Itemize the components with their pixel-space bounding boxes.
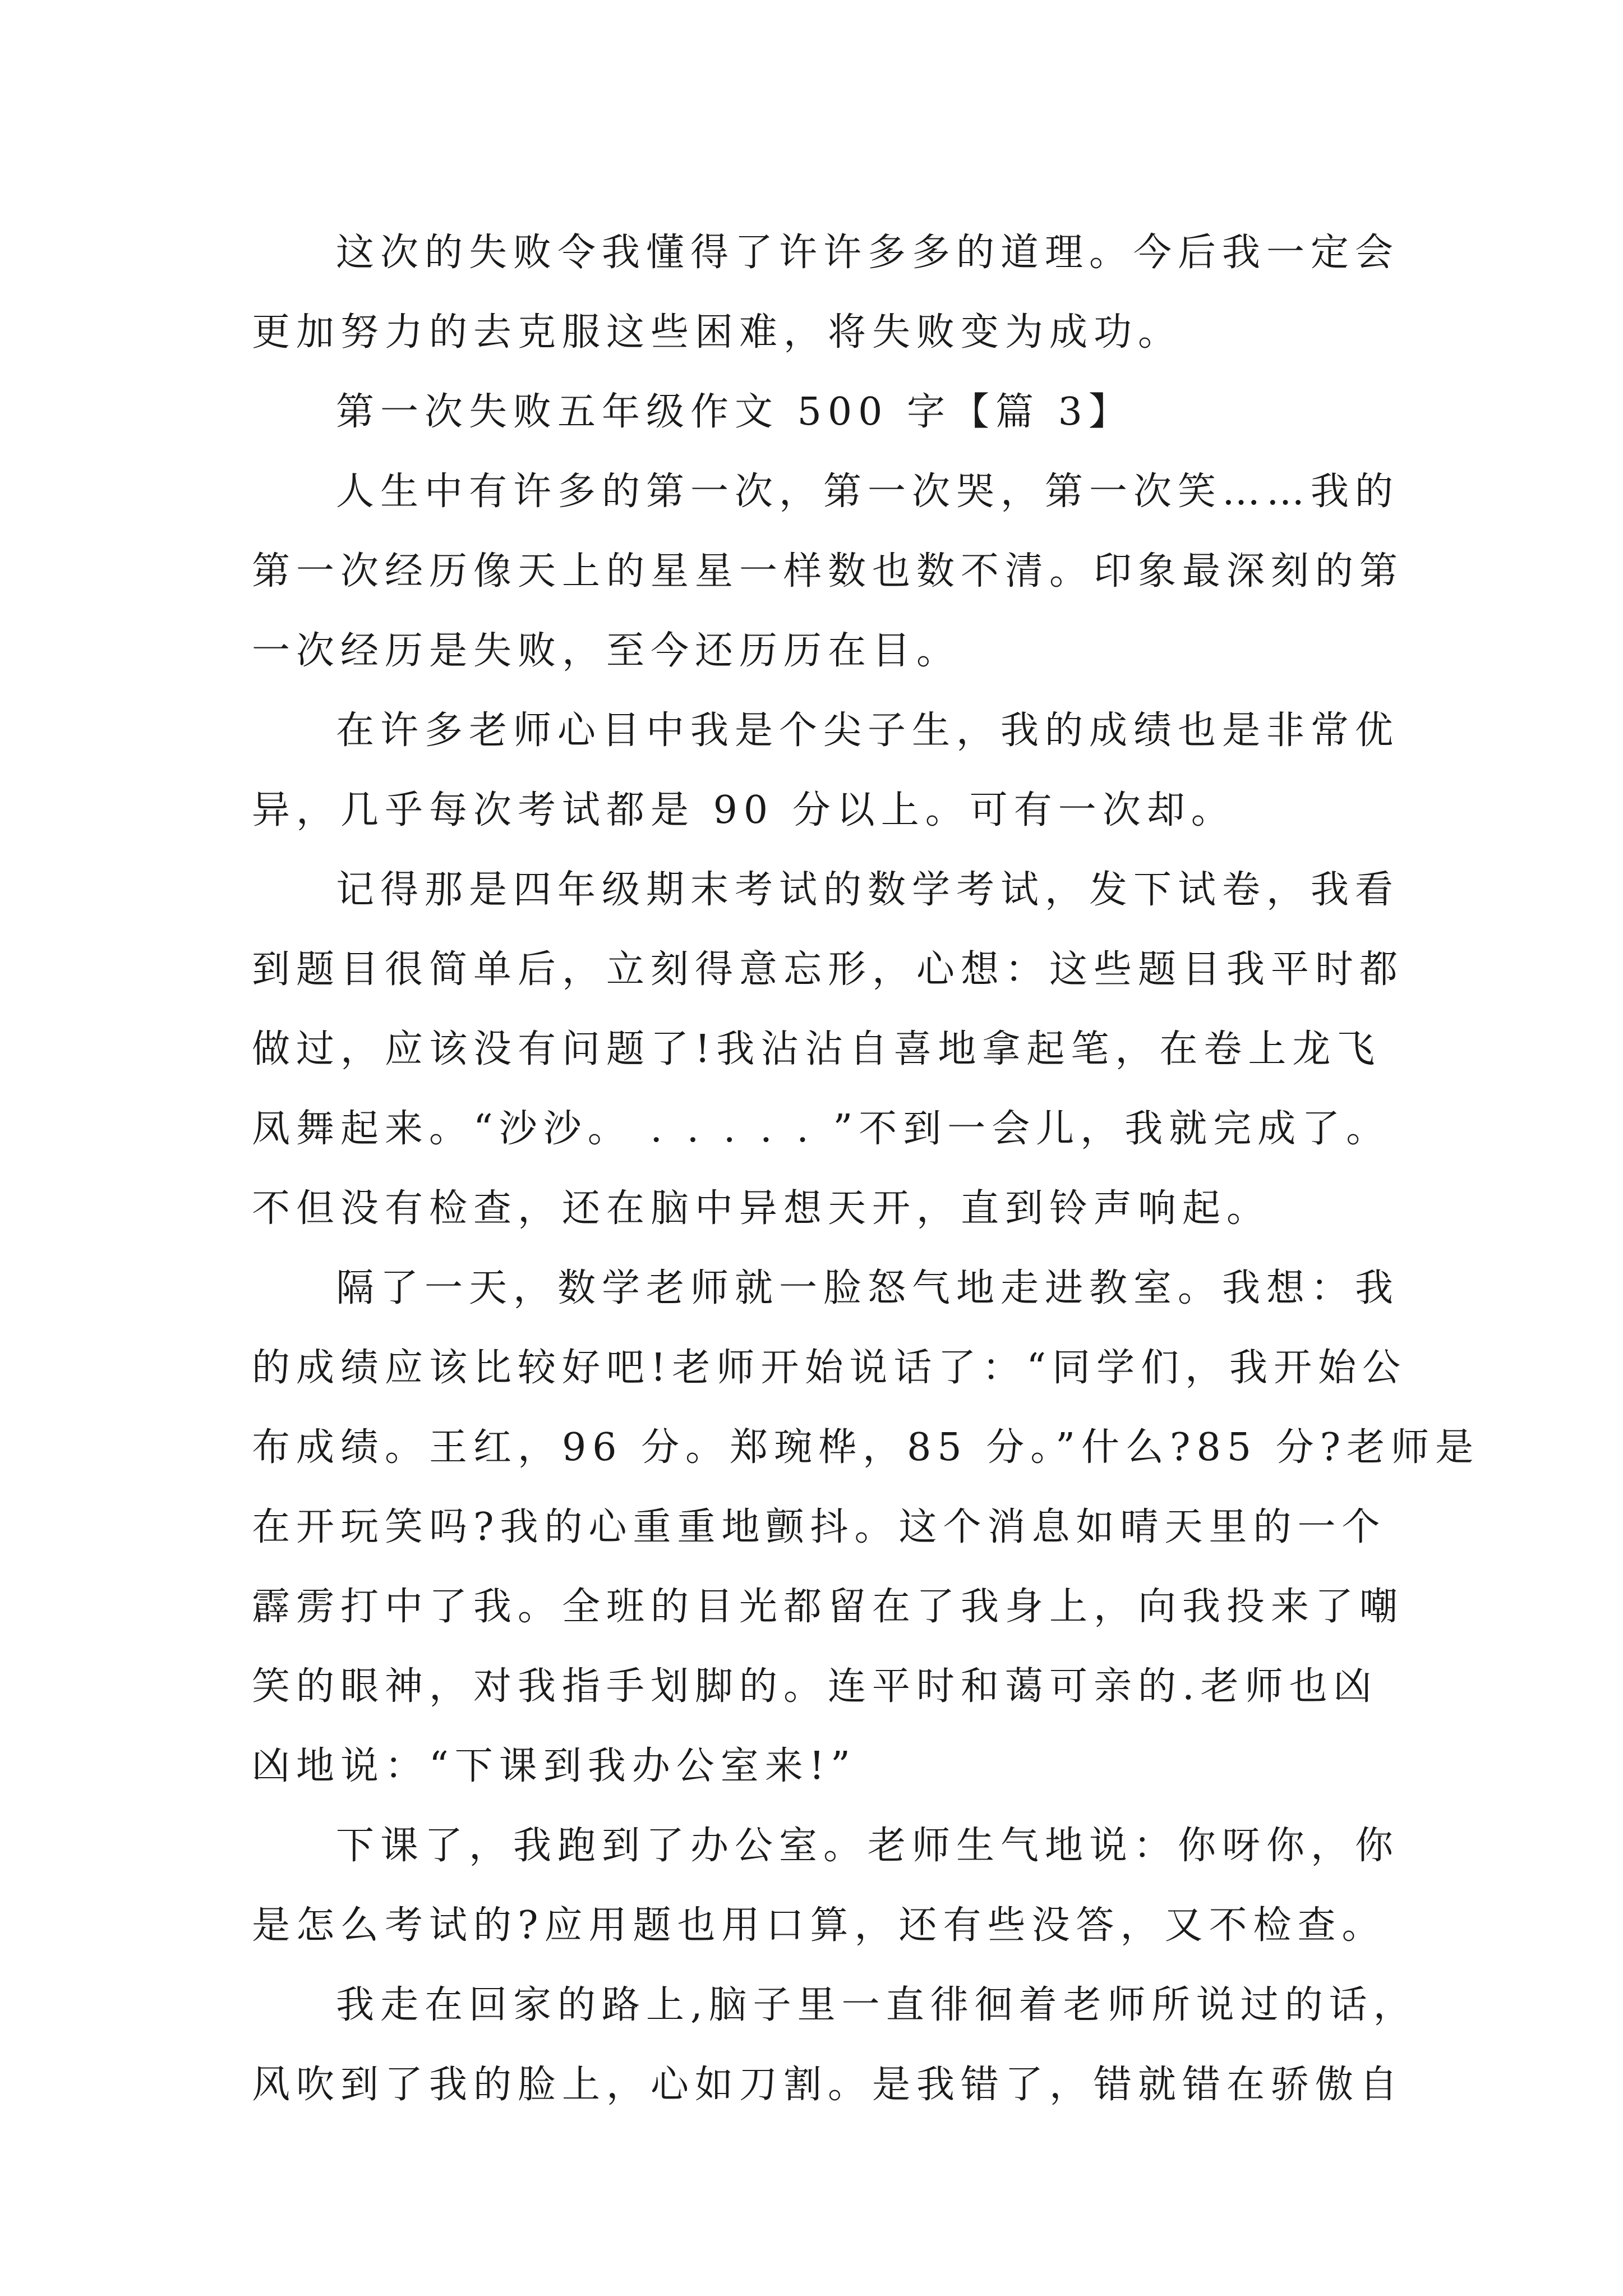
text-line: 更加努力的去克服这些困难，将失败变为成功。 — [252, 310, 1183, 355]
text-line: 人生中有许多的第一次，第一次哭，第一次笑……我的 — [336, 470, 1400, 514]
text-line: 第一次经历像天上的星星一样数也数不清。印象最深刻的第 — [252, 549, 1404, 593]
essay-body — [252, 213, 1480, 2125]
text-line: 到题目很简单后，立刻得意忘形，心想：这些题目我平时都 — [252, 947, 1404, 992]
text-line: 异，几乎每次考试都是 90 分以上。可有一次却。 — [252, 788, 1235, 832]
text-line: 下课了，我跑到了办公室。老师生气地说：你呀你，你 — [336, 1824, 1400, 1868]
text-line: 凤舞起来。“沙沙。 . . . . . ”不到一会儿，我就完成了。 — [252, 1107, 1391, 1151]
text-line: 我走在回家的路上,脑子里一直徘徊着老师所说过的话， — [336, 1983, 1418, 2027]
text-line: 这次的失败令我懂得了许许多多的道理。今后我一定会 — [336, 231, 1400, 275]
text-line: 是怎么考试的?应用题也用口算，还有些没答，又不检查。 — [252, 1903, 1386, 1948]
text-line: 做过，应该没有问题了!我沾沾自喜地拿起笔，在卷上龙飞 — [252, 1027, 1381, 1071]
text-line: 霹雳打中了我。全班的目光都留在了我身上，向我投来了嘲 — [252, 1585, 1404, 1629]
text-line: 风吹到了我的脸上，心如刀割。是我错了，错就错在骄傲自 — [252, 2063, 1404, 2107]
text-line: 一次经历是失败，至今还历历在目。 — [252, 629, 961, 673]
text-line: 在许多老师心目中我是个尖子生，我的成绩也是非常优 — [336, 708, 1400, 753]
text-line: 凶地说：“下课到我办公室来!” — [252, 1744, 856, 1788]
text-line: 不但没有检查，还在脑中异想天开，直到铃声响起。 — [252, 1186, 1271, 1231]
text-line: 布成绩。王红，96 分。郑琬桦，85 分。”什么?85 分?老师是 — [252, 1425, 1480, 1470]
section-heading: 第一次失败五年级作文 500 字【篇 3】 — [336, 390, 1133, 434]
text-line: 在开玩笑吗?我的心重重地颤抖。这个消息如晴天里的一个 — [252, 1505, 1386, 1549]
text-line: 的成绩应该比较好吧!老师开始说话了：“同学们，我开始公 — [252, 1346, 1407, 1390]
text-line: 隔了一天，数学老师就一脸怒气地走进教室。我想：我 — [336, 1266, 1400, 1310]
text-line: 记得那是四年级期末考试的数学考试，发下试卷，我看 — [336, 868, 1400, 912]
text-line: 笑的眼神，对我指手划脚的。连平时和蔼可亲的.老师也凶 — [252, 1664, 1378, 1709]
